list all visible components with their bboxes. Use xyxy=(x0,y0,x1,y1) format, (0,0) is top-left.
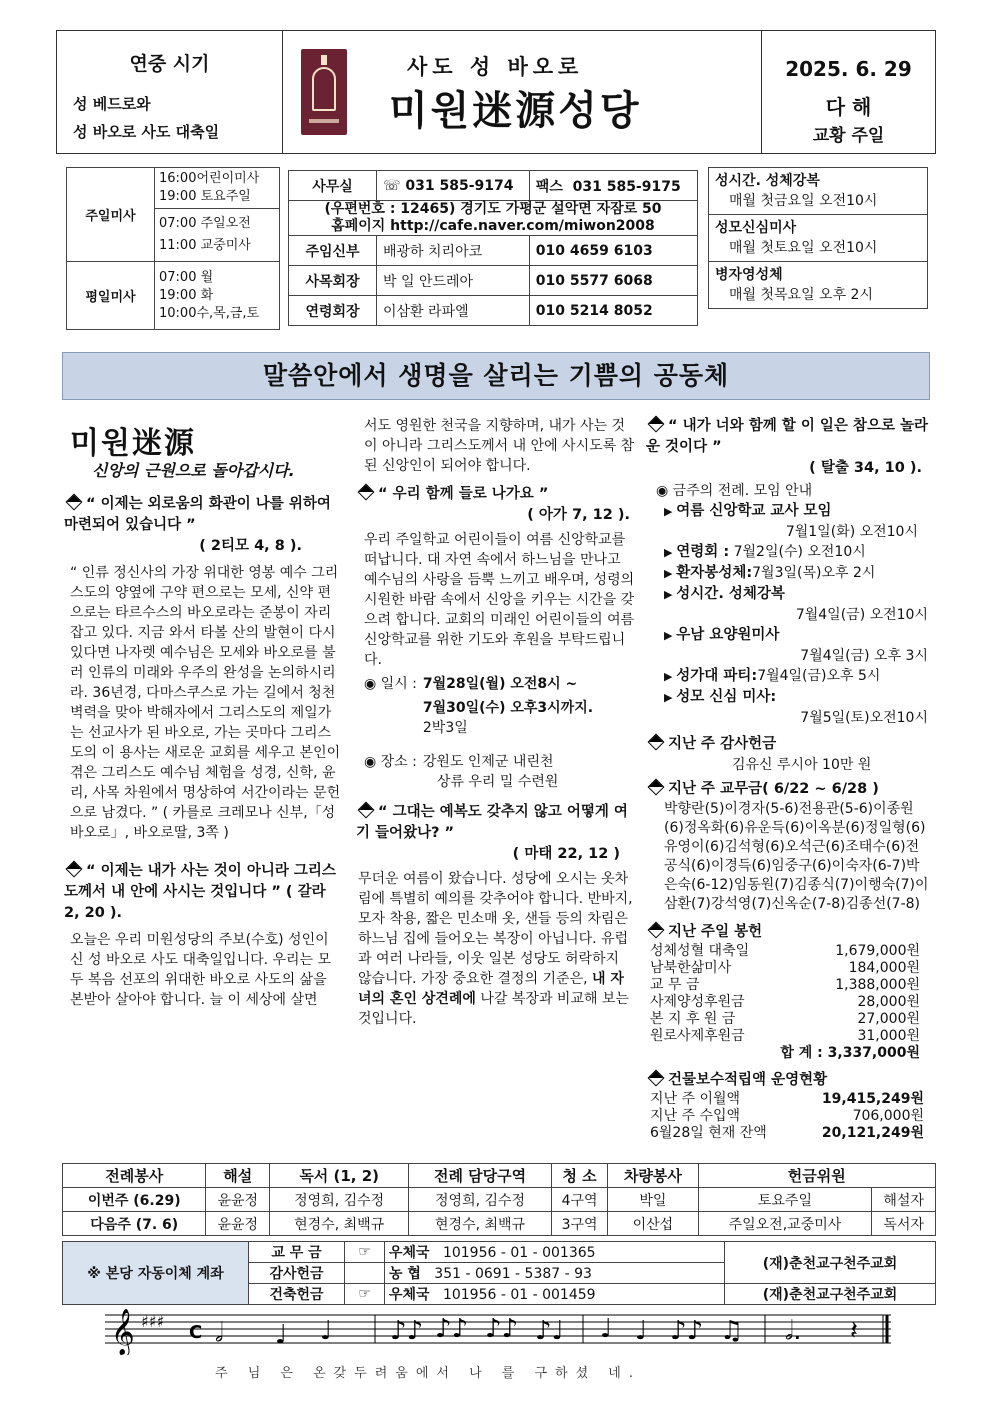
bank-account xyxy=(385,1284,725,1305)
song-lyrics: 주 님 은 온갖두려움에서 나 를 구하셨 네. xyxy=(215,1366,641,1381)
event-when: 7월4일(금) 오후 3시 xyxy=(800,648,928,664)
offering-label: 본 지 후 원 금 xyxy=(650,1011,736,1027)
account-owner: (재)춘천교구천주교회 xyxy=(725,1242,936,1284)
duty-header: 청 소 xyxy=(551,1164,608,1188)
offering-amount: 1,679,000원 xyxy=(835,943,920,959)
offering-total xyxy=(650,1045,920,1062)
offering-label: 성체성혈 대축일 xyxy=(650,943,750,959)
offering-row xyxy=(650,960,920,977)
duty-header: 독서 (1, 2) xyxy=(270,1164,409,1188)
offering-amount: 31,000원 xyxy=(857,1028,920,1044)
account-number: 351 - 0691 - 5387 - 93 xyxy=(434,1266,592,1282)
notes xyxy=(215,1314,858,1350)
bank-account-table xyxy=(62,1241,936,1305)
heading-ref: ( 아가 7, 12 ). xyxy=(527,507,630,523)
elder-label: 연령회장 xyxy=(289,296,377,326)
bank-type: 감사헌금 xyxy=(249,1263,345,1284)
schedule-item xyxy=(709,168,928,215)
schedule-title: 성모신심미사 xyxy=(715,220,797,236)
schedule-detail: 매월 첫토요일 오전10시 xyxy=(729,240,878,256)
camp-date xyxy=(356,674,636,738)
event-when: 7월4일(금)오후 5시 xyxy=(757,668,881,684)
column-2 xyxy=(356,416,636,1029)
offering-list xyxy=(646,943,932,1062)
event-name: ▶ 성가대 파티: xyxy=(664,668,757,684)
offering-label: 원로사제후원금 xyxy=(650,1028,745,1044)
sunday-mass-label: 주일미사 xyxy=(67,168,155,262)
priest-name: 배광하 치리아코 xyxy=(377,236,530,266)
event-when: 7월1일(화) 오전10시 xyxy=(785,524,918,540)
svg-text:𝅗𝅥.: 𝅗𝅥. xyxy=(785,1316,802,1346)
bank-account xyxy=(385,1263,725,1284)
elder-name: 이삼환 라파엘 xyxy=(377,296,530,326)
schedule-title: 성시간. 성체강복 xyxy=(715,173,820,189)
event-name: ▶ 환자봉성체: xyxy=(664,565,752,581)
duty-header: 전례 담당구역 xyxy=(409,1164,552,1188)
fund-row xyxy=(650,1108,924,1125)
offering-row xyxy=(650,1011,920,1028)
svg-text:𝄽: 𝄽 xyxy=(850,1316,858,1346)
event-name: ▶ 우남 요양원미사 xyxy=(664,625,932,646)
duty-cell: 이번주 (6.29) xyxy=(63,1188,206,1212)
fund-label: 지난 주 수입액 xyxy=(650,1108,741,1124)
priest-label: 주임신부 xyxy=(289,236,377,266)
paragraph-emphasis: 내 자녀의 혼인 상견례에 xyxy=(358,971,624,1007)
duty-cell: 정영희, 김수정 xyxy=(270,1188,409,1212)
tithe-heading xyxy=(646,779,932,800)
council-label: 사목회장 xyxy=(289,266,377,296)
offering-amount: 184,000원 xyxy=(848,960,920,976)
bank-name: 우체국 xyxy=(389,1245,430,1261)
svg-text:♩: ♩ xyxy=(600,1314,613,1344)
offering-label: 남북한삶미사 xyxy=(650,960,732,976)
duty-cell: 다음주 (7. 6) xyxy=(63,1212,206,1236)
motto-banner: 말씀안에서 생명을 살리는 기쁨의 공동체 xyxy=(62,352,930,400)
heading-ref: ( 2티모 4, 8 ). xyxy=(199,538,302,554)
fund-amount: 20,121,249원 xyxy=(821,1125,924,1141)
event-list xyxy=(646,501,932,728)
priest-phone: 010 4659 6103 xyxy=(529,236,697,266)
heading-2 xyxy=(356,802,636,844)
fax-cell xyxy=(529,171,697,201)
bank-type: 건축헌금 xyxy=(249,1284,345,1305)
weekday-mass-label: 평일미사 xyxy=(67,262,155,330)
council-phone: 010 5577 6068 xyxy=(529,266,697,296)
time-item: 11:00 교중미사 xyxy=(159,238,251,253)
duty-cell: 이산섭 xyxy=(608,1212,698,1236)
season-title: 연중 시기 xyxy=(129,53,210,75)
time-item: 16:00어린이미사 xyxy=(159,171,260,186)
thanks-heading xyxy=(646,734,932,755)
duty-cell: 윤윤정 xyxy=(206,1212,270,1236)
schedule-item xyxy=(709,262,928,309)
bank-name: 농 협 xyxy=(389,1266,421,1282)
account-number: 101956 - 01 - 001459 xyxy=(442,1287,596,1303)
address-cell xyxy=(289,201,698,236)
event-when: 7월3일(목)오후 2시 xyxy=(752,565,876,581)
heading-text: 지난 주일 봉헌 xyxy=(668,924,763,940)
schedule-detail: 매월 첫금요일 오전10시 xyxy=(729,193,878,209)
duty-cell: 4구역 xyxy=(551,1188,608,1212)
heading-text: “ 이제는 외로움의 화관이 나를 위하여 마련되어 있습니다 ” xyxy=(64,496,331,533)
event-name: ▶ 성시간. 성체강복 xyxy=(664,584,932,605)
offering-heading xyxy=(646,922,932,943)
bank-type: 교 무 금 xyxy=(249,1242,345,1263)
diamond-bullet-icon xyxy=(648,922,665,939)
heading-ref: ( 탈출 34, 10 ). xyxy=(809,460,922,476)
heading-2 xyxy=(64,861,342,924)
year-cycle: 다 해 xyxy=(825,95,872,119)
svg-text:𝅗𝅥: 𝅗𝅥 xyxy=(215,1318,224,1348)
event-name: ▶ 여름 신앙학교 교사 모임 xyxy=(664,501,932,522)
duty-cell: 토요주일 xyxy=(698,1188,872,1212)
offering-amount: 27,000원 xyxy=(857,1011,920,1027)
table-row xyxy=(63,1212,936,1236)
thanks-detail: 김유신 루시아 10만 원 xyxy=(732,757,872,773)
duty-roster-table xyxy=(62,1163,936,1236)
fund-amount: 706,000원 xyxy=(852,1108,924,1124)
diamond-bullet-icon xyxy=(648,1070,665,1087)
paragraph: “ 인류 정신사의 가장 위대한 영봉 예수 그리스도의 양옆에 구약 편으로는 모세, 신약 편으로는 타르수스의 바오로라는 준봉이 자리 잡고 있다. 지금 와서 타볼 산의 발현이 다시 있다면 나자렛 예수님은 모세와 바오로를 불러 인류의 미래와 우주의 완성을 논의하시리라. 36년경, 다마스쿠스로 가는 길에서 청천벽력을 맞아 박해자에서 그리스도의 제일가는 선교사가 된 바오로, 가는 곳마다 그리스도의 이 용사는 새로운 교회를 세우고 본인이 겪은 그리스도 예수님 체험을 성경, 신학, 윤리, 사목 차원에서 명상하여 서간이라는 문헌으로 남겼다. ” ( 카를로 크레모나 신부,「성 바오로」, 바오로딸, 3쪽 ) xyxy=(70,565,341,841)
svg-text:♫: ♫ xyxy=(720,1316,744,1346)
schedule-item xyxy=(709,215,928,262)
diamond-bullet-icon xyxy=(648,734,665,751)
duty-cell: 3구역 xyxy=(551,1212,608,1236)
fund-row xyxy=(650,1091,924,1108)
sunday-name: 교황 주일 xyxy=(812,126,885,146)
duty-cell: 정영희, 김수정 xyxy=(409,1188,552,1212)
place-value: 상류 우리 밀 수련원 xyxy=(436,774,559,790)
fax-label: 팩스 xyxy=(535,178,563,195)
duty-cell: 해설자 xyxy=(872,1188,936,1212)
feast-line-2: 성 바오로 사도 대축일 xyxy=(73,123,220,141)
time-item: 19:00 토요주일 xyxy=(159,189,251,204)
diamond-bullet-icon xyxy=(66,861,83,878)
time-item: 07:00 주일오전 xyxy=(159,216,251,231)
heading-1 xyxy=(356,484,636,505)
svg-text:♪♩: ♪♩ xyxy=(535,1316,564,1346)
fund-label: 지난 주 이월액 xyxy=(650,1091,741,1107)
duty-header: 헌금위원 xyxy=(698,1164,935,1188)
notice-title: ◉ 금주의 전례. 모임 안내 xyxy=(656,483,813,499)
schedule-detail: 매월 첫목요일 오후 2시 xyxy=(729,287,873,303)
heading-text: “ 내가 너와 함께 할 이 일은 참으로 놀라운 것이다 ” xyxy=(646,418,929,455)
duty-cell: 박일 xyxy=(608,1188,698,1212)
common-time-icon: C xyxy=(189,1322,203,1343)
music-staff xyxy=(105,1305,891,1355)
place-label: ◉ 장소 : xyxy=(364,754,417,770)
event-item xyxy=(664,542,932,563)
event-name: ▶ 성모 신심 미사: xyxy=(664,687,932,708)
time-item: 10:00수,목,금,토 xyxy=(159,305,260,321)
apostle-title: 사도 성 바오로 xyxy=(407,54,584,79)
heading-1 xyxy=(64,494,342,536)
svg-text:♪♪: ♪♪ xyxy=(435,1314,469,1344)
date-label: ◉ 일시 : xyxy=(364,676,417,692)
duty-cell: 현경수, 최백규 xyxy=(270,1212,409,1236)
date-cell xyxy=(761,31,935,153)
office-contact-table xyxy=(288,170,698,326)
event-name: ▶ 연령회 : xyxy=(664,544,729,560)
svg-text:♪♪: ♪♪ xyxy=(485,1314,519,1344)
pointing-hand-icon: ☞ xyxy=(345,1284,385,1305)
total-amount: 3,337,000원 xyxy=(827,1045,920,1061)
signature-title: 미원迷源 xyxy=(70,426,196,461)
offering-label: 사제양성후원금 xyxy=(650,994,745,1010)
feast-line-1: 성 베드로와 xyxy=(73,95,151,113)
account-owner: (재)춘천교구천주교회 xyxy=(725,1284,936,1305)
signature-motto: 신앙의 근원으로 돌아갑시다. xyxy=(92,461,295,480)
offering-amount: 28,000원 xyxy=(857,994,920,1010)
sunday-times-b xyxy=(155,209,280,262)
diamond-bullet-icon xyxy=(648,416,665,433)
duty-header: 해설 xyxy=(206,1164,270,1188)
svg-text:♩: ♩ xyxy=(320,1316,333,1346)
svg-text:♩: ♩ xyxy=(635,1316,648,1346)
church-logo-icon xyxy=(301,49,347,135)
paragraph: 서도 영원한 천국을 지향하며, 내가 사는 것이 아니라 그리스도께서 내 안에 사시도록 참된 신앙인이 되어야 합니다. xyxy=(364,418,635,474)
treble-clef-icon: 𝄞 xyxy=(111,1309,135,1355)
schedule-title: 병자영성체 xyxy=(715,267,783,283)
weekday-times xyxy=(155,262,280,330)
diamond-bullet-icon xyxy=(66,494,83,511)
svg-text:♪♪: ♪♪ xyxy=(670,1316,704,1346)
duty-cell: 독서자 xyxy=(872,1212,936,1236)
camp-place xyxy=(356,752,636,792)
heading-1 xyxy=(646,416,932,458)
fund-row xyxy=(650,1125,924,1142)
fund-list xyxy=(646,1091,932,1142)
bank-label: ※ 본당 자동이체 계좌 xyxy=(63,1242,249,1305)
heading-text: “ 우리 함께 들로 나가요 ” xyxy=(378,486,549,502)
duty-header: 전례봉사 xyxy=(63,1164,206,1188)
paragraph: 오늘은 우리 미원성당의 주보(수호) 성인이신 성 바오로 사도 대축일입니다. 우리는 모두 복음 선포의 위대한 바오로 사도의 삶을 본받아 살아야 합니다. 늘 이 세상에 살면 xyxy=(70,932,332,1008)
duty-cell: 윤윤정 xyxy=(206,1188,270,1212)
office-phone: ☏ 031 585-9174 xyxy=(377,171,530,201)
sharp-icon: ♯♯♯ xyxy=(141,1312,165,1331)
pointing-hand-icon: ☞ xyxy=(345,1242,385,1263)
tithe-names: 박향란(5)이경자(5-6)전용관(5-6)이종원(6)정옥화(6)유운득(6)이옥분(6)정일형(6)유영이(6)김석형(6)오석근(6)조태수(6)전공식(6)이경득(6)임중구(6)이숙자(6-7)박은숙(6-12)임동원(7)김종식(7)이행숙(7)이삼환(7)강석영(7)신옥순(7-8)김종선(7-8) xyxy=(664,801,929,912)
sunday-times-a xyxy=(155,168,280,209)
mass-schedule-table xyxy=(66,167,280,330)
event-when: 7월4일(금) 오전10시 xyxy=(795,607,928,623)
bank-account xyxy=(385,1242,725,1263)
church-name: 미원迷源성당 xyxy=(389,87,642,134)
offering-row xyxy=(650,943,920,960)
duty-header: 차량봉사 xyxy=(608,1164,698,1188)
offering-row xyxy=(650,994,920,1011)
heading-text: 지난 주 감사헌금 xyxy=(668,736,777,752)
date-value: 7월30일(수) 오후3시까지. xyxy=(422,700,594,716)
time-item: 07:00 월 xyxy=(159,269,214,285)
fax-number: 031 585-9175 xyxy=(572,178,681,195)
heading-ref: ( 마태 22, 12 ) xyxy=(512,846,620,862)
duty-cell: 주일오전,교중미사 xyxy=(698,1212,872,1236)
elder-phone: 010 5214 8052 xyxy=(529,296,697,326)
monthly-schedule-box xyxy=(708,167,928,309)
season-cell xyxy=(57,31,283,153)
column-3 xyxy=(646,416,932,1142)
event-item xyxy=(664,563,932,584)
offering-row xyxy=(650,1028,920,1045)
place-value: 강원도 인제군 내린천 xyxy=(422,754,554,770)
date-value: 7월28일(월) 오전8시 ~ xyxy=(422,676,578,692)
heading-text: “ 그대는 예복도 갖추지 않고 어떻게 여기 들어왔나? ” xyxy=(356,804,628,841)
diamond-bullet-icon xyxy=(648,779,665,796)
duty-cell: 현경수, 최백규 xyxy=(409,1212,552,1236)
fund-label: 6월28일 현재 잔액 xyxy=(650,1125,767,1141)
date-value: 2박3일 xyxy=(422,720,468,736)
offering-row xyxy=(650,977,920,994)
fund-amount: 19,415,249원 xyxy=(821,1091,924,1107)
event-item xyxy=(664,666,932,687)
svg-text:♪♪: ♪♪ xyxy=(390,1316,424,1346)
pointing-hand-icon xyxy=(345,1263,385,1284)
time-item: 19:00 화 xyxy=(159,287,214,303)
heading-text: 지난 주 교무금( 6/22 ~ 6/28 ) xyxy=(668,781,879,797)
total-label: 합 계 : xyxy=(780,1045,823,1061)
column-1 xyxy=(64,494,342,1010)
diamond-bullet-icon xyxy=(358,802,375,819)
council-name: 박 일 안드레아 xyxy=(377,266,530,296)
paragraph: 우리 주일학교 어린이들이 여름 신앙학교를 떠납니다. 대 자연 속에서 하느님을 만나고 예수님의 사랑을 듬뿍 느끼고 배우며, 성령의 시원한 바람 속에서 신앙을 키우는 시간을 갖으려 합니다. 교회의 미래인 어린이들의 여름 신앙학교를 위한 기도와 후원을 부탁드립니다. xyxy=(364,532,635,668)
paragraph xyxy=(356,869,636,1029)
event-when: 7월5일(토)오전10시 xyxy=(800,710,928,726)
heading-text: “ 이제는 내가 사는 것이 아니라 그리스도께서 내 안에 사시는 것입니다 ” ( 갈라 2, 20 ). xyxy=(64,863,336,921)
bank-name: 우체국 xyxy=(389,1287,430,1303)
bulletin-date: 2025. 6. 29 xyxy=(785,57,912,81)
office-label: 사무실 xyxy=(289,171,377,201)
paragraph-text: 무더운 여름이 왔습니다. 성당에 오시는 옷차림에 특별히 예의를 갖추어야 합니다. 반바지, 모자 착용, 짧은 민소매 옷, 샌들 등의 차림은 하느님 집에 들어오는 복장이 아닙니다. 유럽과 여러 나라들, 이웃 일본 성당도 허락하지 않습니다. 가장 중요한 결정의 기준은, xyxy=(358,871,633,987)
offering-amount: 1,388,000원 xyxy=(835,977,920,993)
bulletin-header xyxy=(56,30,936,154)
offering-label: 교 무 금 xyxy=(650,977,700,993)
address: (우편번호 : 12465) 경기도 가평군 설악면 자잠로 50 xyxy=(324,201,662,217)
homepage-link[interactable]: 홈페이지 http://cafe.naver.com/miwon2008 xyxy=(331,218,655,234)
account-number: 101956 - 01 - 001365 xyxy=(442,1245,596,1261)
fund-heading xyxy=(646,1070,932,1091)
paragraph-text: 나갈 복장과 비교해 보는 것입니다. xyxy=(358,991,629,1027)
heading-text: 건물보수적립액 운영현황 xyxy=(668,1072,828,1088)
event-when: 7월2일(수) 오전10시 xyxy=(733,544,866,560)
diamond-bullet-icon xyxy=(358,484,375,501)
table-row xyxy=(63,1188,936,1212)
svg-text:♩: ♩ xyxy=(275,1320,288,1350)
